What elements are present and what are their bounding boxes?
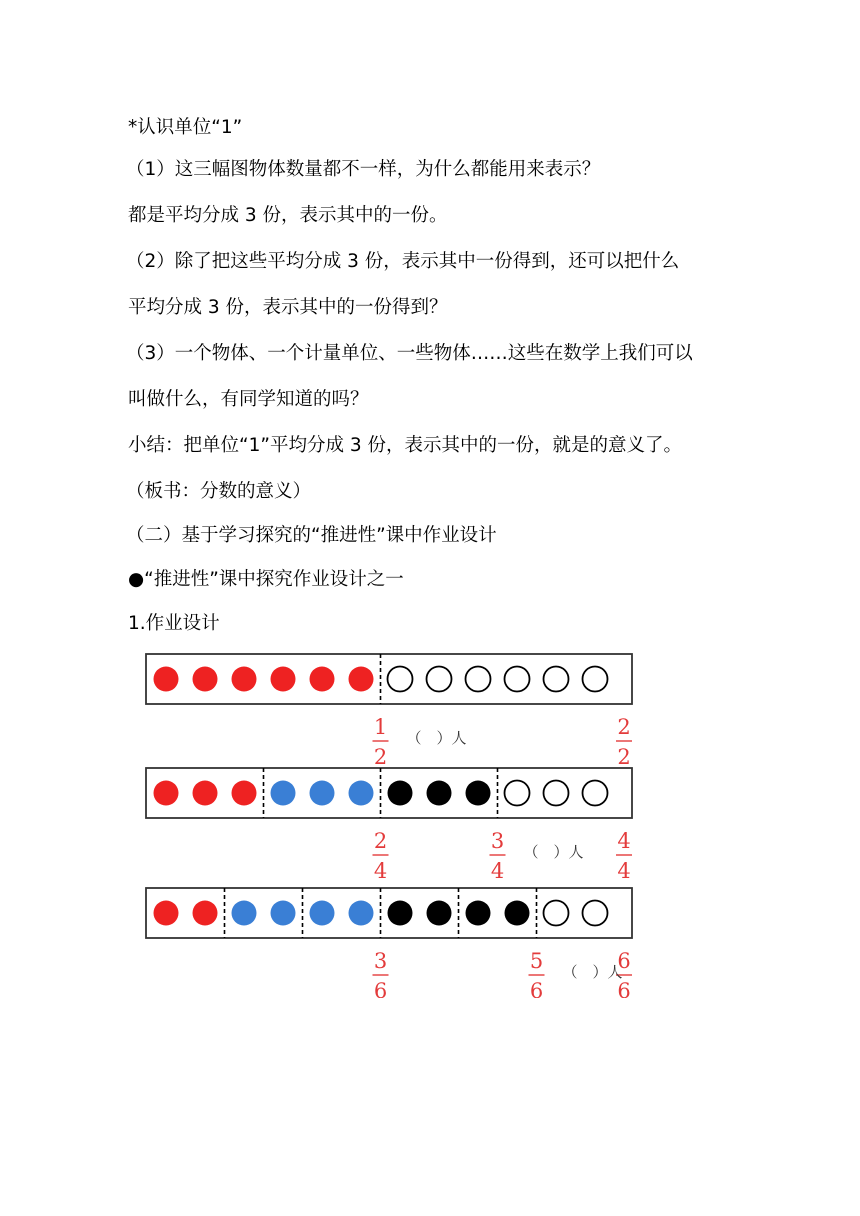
row-3-fraction-1-denominator: 6: [373, 979, 388, 998]
fraction-dots-figure: [140, 648, 650, 998]
question-1: （1）这三幅图物体数量都不一样，为什么都能用来表示？: [126, 159, 601, 180]
row-3-dot-2: [193, 901, 218, 926]
row-3-fraction-3-denominator: 6: [617, 979, 631, 998]
row-1-fraction-2-numerator: 2: [617, 715, 631, 739]
row-2-fraction-3-denominator: 4: [617, 859, 631, 883]
row-3-dot-10: [505, 901, 530, 926]
row-3-fraction-2-denominator: 6: [529, 979, 544, 998]
row-3-fraction-2-numerator: 5: [529, 949, 544, 973]
section-heading-2: （二）基于学习探究的“推进性”课中作业设计: [126, 525, 497, 546]
row-1-blank-label: （ ）人: [406, 729, 467, 747]
row-2-dot-5: [310, 781, 335, 806]
row-1-dot-1: [154, 667, 179, 692]
row-2-dot-12: [583, 781, 608, 806]
row-1-fraction-2-denominator: 2: [617, 745, 631, 769]
question-2-line-1: （2）除了把这些平均分成 3 份，表示其中一份得到，还可以把什么: [126, 251, 680, 272]
row-1-dot-4: [271, 667, 296, 692]
row-1-dot-12: [583, 667, 608, 692]
row-1-dot-7: [388, 667, 413, 692]
row-2-dot-11: [544, 781, 569, 806]
row-2-dot-7: [388, 781, 413, 806]
row-2-dot-2: [193, 781, 218, 806]
row-3-dot-7: [388, 901, 413, 926]
row-3-dot-6: [349, 901, 374, 926]
row-3-dot-5: [310, 901, 335, 926]
row-2-fraction-2-denominator: 4: [490, 859, 505, 883]
fraction-dots-svg: [140, 648, 650, 998]
row-1-fraction-1-numerator: 1: [373, 715, 388, 739]
row-1-dot-10: [505, 667, 530, 692]
question-3-line-1: （3）一个物体、一个计量单位、一些物体……这些在数学上我们可以: [126, 343, 693, 364]
row-3-dot-4: [271, 901, 296, 926]
row-2-fraction-2-numerator: 3: [490, 829, 505, 853]
bullet-heading: ●“推进性”课中探究作业设计之一: [128, 569, 404, 590]
row-3-dot-11: [544, 901, 569, 926]
item-heading: 1.作业设计: [128, 613, 220, 634]
row-3-dot-9: [466, 901, 491, 926]
row-3-fraction-3-numerator: 6: [617, 949, 631, 973]
row-1-dot-9: [466, 667, 491, 692]
row-2-dot-4: [271, 781, 296, 806]
board-note: （板书：分数的意义）: [126, 481, 312, 502]
section-heading-unit-one: *认识单位“1”: [128, 117, 243, 138]
row-2-blank-label: （ ）人: [523, 843, 584, 861]
row-3-dot-1: [154, 901, 179, 926]
row-3-fraction-1-numerator: 3: [373, 949, 388, 973]
row-2-dot-3: [232, 781, 257, 806]
row-3-dot-3: [232, 901, 257, 926]
row-1-dot-8: [427, 667, 452, 692]
row-2-fraction-1-denominator: 4: [373, 859, 388, 883]
row-1-dot-5: [310, 667, 335, 692]
row-1-dot-6: [349, 667, 374, 692]
row-1-dot-2: [193, 667, 218, 692]
question-2-line-2: 平均分成 3 份，表示其中的一份得到？: [128, 297, 448, 318]
row-2-dot-1: [154, 781, 179, 806]
row-2-dot-8: [427, 781, 452, 806]
row-2-dot-10: [505, 781, 530, 806]
row-2-dot-6: [349, 781, 374, 806]
answer-1: 都是平均分成 3 份，表示其中的一份。: [128, 205, 448, 226]
row-3-blank-label: （ ）人: [562, 963, 623, 981]
row-2-fraction-3-numerator: 4: [617, 829, 631, 853]
summary: 小结：把单位“1”平均分成 3 份，表示其中的一份，就是的意义了。: [128, 435, 682, 456]
row-2-dot-9: [466, 781, 491, 806]
row-3-dot-8: [427, 901, 452, 926]
row-1-dot-3: [232, 667, 257, 692]
row-1-fraction-1-denominator: 2: [373, 745, 388, 769]
row-3-dot-12: [583, 901, 608, 926]
question-3-line-2: 叫做什么，有同学知道的吗？: [128, 389, 369, 410]
row-1-dot-11: [544, 667, 569, 692]
row-2-fraction-1-numerator: 2: [373, 829, 388, 853]
